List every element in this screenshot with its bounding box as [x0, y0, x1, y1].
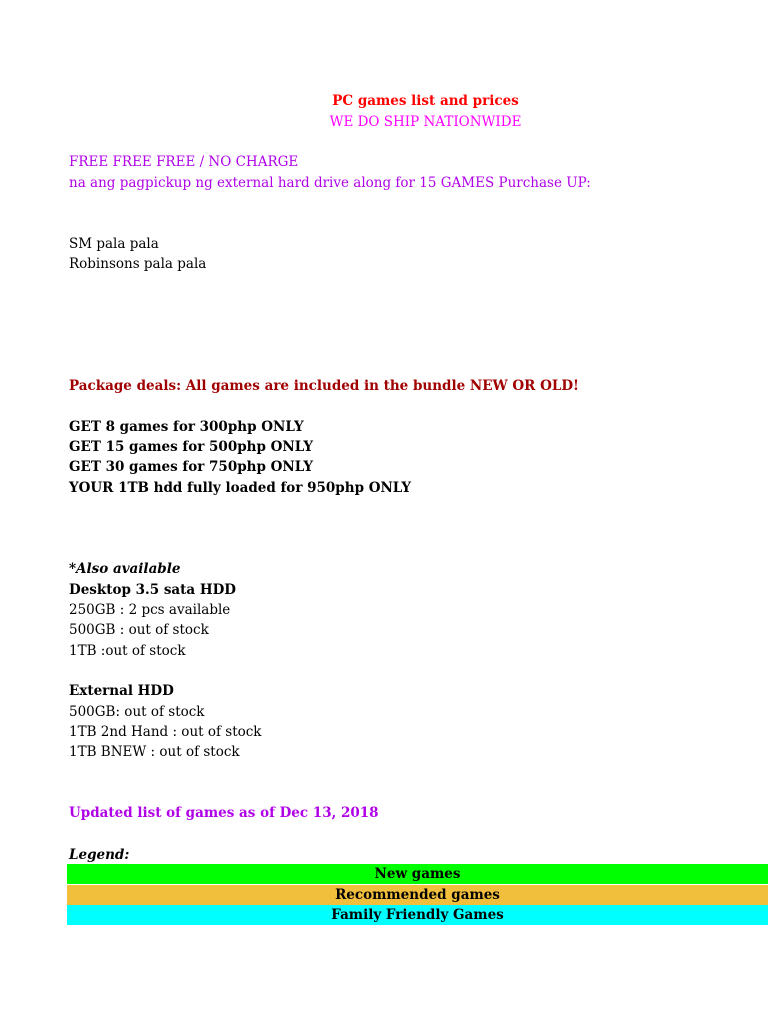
updated-list-note: Updated list of games as of Dec 13, 2018: [69, 805, 379, 821]
package-deal: GET 15 games for 500php ONLY: [69, 439, 313, 455]
package-deal: GET 8 games for 300php ONLY: [69, 419, 304, 435]
package-heading: Package deals: All games are included in the bundle NEW OR OLD!: [69, 378, 579, 394]
external-hdd-item: 500GB: out of stock: [69, 704, 205, 720]
package-deal: YOUR 1TB hdd fully loaded for 950php ONLY: [69, 480, 412, 496]
package-deal: GET 30 games for 750php ONLY: [69, 459, 313, 475]
legend-recommended-games: Recommended games: [67, 885, 768, 905]
also-available-label: *Also available: [69, 561, 181, 577]
external-hdd-title: External HDD: [69, 683, 174, 699]
desktop-hdd-title: Desktop 3.5 sata HDD: [69, 582, 237, 598]
external-hdd-item: 1TB BNEW : out of stock: [69, 744, 240, 760]
desktop-hdd-item: 250GB : 2 pcs available: [69, 602, 231, 618]
promo-line-1: FREE FREE FREE / NO CHARGE: [69, 154, 299, 170]
promo-line-2: na ang pagpickup ng external hard drive along for 15 GAMES Purchase UP:: [69, 175, 591, 191]
external-hdd-item: 1TB 2nd Hand : out of stock: [69, 724, 262, 740]
page-subtitle: WE DO SHIP NATIONWIDE: [329, 114, 522, 130]
page-title: PC games list and prices: [332, 93, 519, 109]
pickup-location-sm: SM pala pala: [69, 236, 159, 252]
legend-label: Legend:: [69, 847, 130, 863]
legend-family-friendly-games: Family Friendly Games: [67, 905, 768, 925]
desktop-hdd-item: 1TB :out of stock: [69, 643, 186, 659]
desktop-hdd-item: 500GB : out of stock: [69, 622, 209, 638]
pickup-location-robinsons: Robinsons pala pala: [69, 256, 207, 272]
legend-new-games: New games: [67, 864, 768, 884]
